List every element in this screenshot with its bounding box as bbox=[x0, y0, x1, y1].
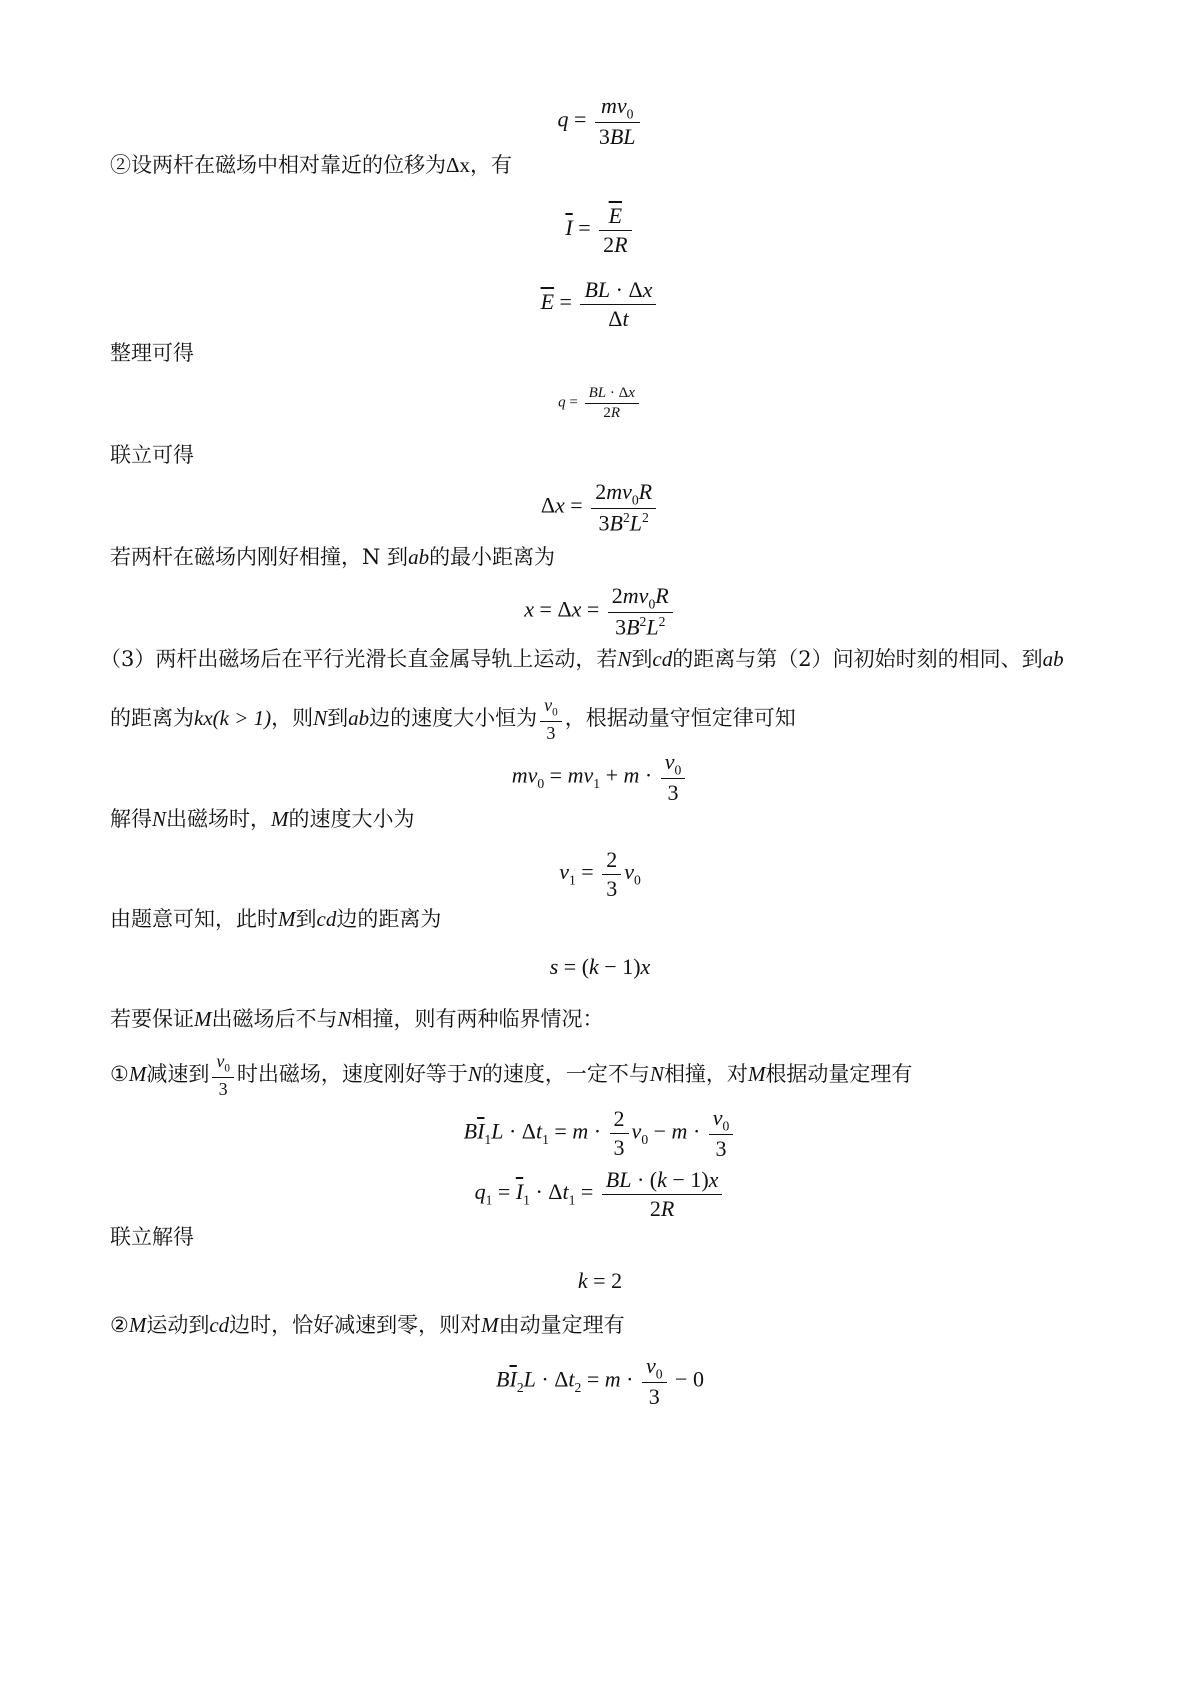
paragraph-solve: 解得N出磁场时，M的速度大小为 bbox=[110, 807, 415, 831]
paragraph-combine: 联立可得 bbox=[110, 443, 194, 467]
equation-i-avg: $\overline{I}$ = $\frac{\overline{E}}{2R}$ bbox=[0, 202, 1200, 258]
equation-impulse2: $B\overline{I}_2L \cdot \Delta t_2 = m$ · $\frac{v_0}{3}$ − 0 bbox=[496, 1353, 704, 1410]
paragraph-ensure: 若要保证M出磁场后不与N相撞，则有两种临界情况： bbox=[110, 1007, 604, 1031]
paragraph-touch: 若两杆在磁场内刚好相撞，N 到ab的最小距离为 bbox=[110, 545, 556, 569]
paragraph-case1: ①M减速到 $\frac{v_0}{3}$ 时出磁场，速度刚好等于N的速度，一定不与N相撞，对M根据动量定理有 bbox=[110, 1051, 913, 1100]
paragraph-case2: ②M运动到cd边时，恰好减速到零，则对M由动量定理有 bbox=[110, 1313, 625, 1337]
equation-q-dx: q = $\frac{BL \cdot \Delta x}{2R}$ bbox=[0, 384, 1200, 423]
equation-dx-result: Δx = $\frac{2mv_0R}{3B^2L^2}$ bbox=[0, 478, 1200, 537]
equation-s: s = (k − 1)x bbox=[549, 954, 651, 979]
equation-q-result: q = $\frac{mv_0}{3BL}$ bbox=[0, 92, 1200, 151]
equation-k: k = 2 bbox=[577, 1268, 623, 1293]
paragraph-step2: ②设两杆在磁场中相对靠近的位移为Δx，有 bbox=[110, 153, 513, 177]
paragraph-part3: （3）两杆出磁场后在平行光滑长直金属导轨上运动，若N到cd的距离与第（2）问初始时刻的相同、到ab bbox=[100, 647, 1064, 671]
equation-e-avg: $\overline{E}$ = $\frac{BL \cdot \Delta x}{\Delta t}$ bbox=[0, 276, 1200, 332]
equation-q1: $q_1 = \overline{I}_1 \cdot \Delta t_1$ = $\frac{BL \cdot (k - 1)x}{2R}$ bbox=[0, 1166, 1200, 1222]
paragraph-combine-solve: 联立解得 bbox=[110, 1225, 194, 1249]
equation-impulse1: $B\overline{I}_1L \cdot \Delta t_1 = m$ · $\frac{2}{3}$ $v_0 - m$ · $\frac{v_0}{3}$ bbox=[0, 1104, 1200, 1163]
equation-x-min: x = Δx = $\frac{2mv_0R}{3B^2L^2}$ bbox=[0, 582, 1200, 641]
equation-v1: $v_1$ = $\frac{2}{3}$ $v_0$ bbox=[559, 847, 641, 901]
paragraph-distance: 由题意可知，此时M到cd边的距离为 bbox=[110, 907, 442, 931]
equation-momentum: $mv_0 = mv_1 + m$ · $\frac{v_0}{3}$ bbox=[0, 748, 1200, 807]
paragraph-organize: 整理可得 bbox=[110, 341, 194, 365]
paragraph-part3-cont: 的距离为kx(k > 1)，则N到ab边的速度大小恒为 $\frac{v_0}{3}$ ，根据动量守恒定律可知 bbox=[110, 695, 796, 744]
